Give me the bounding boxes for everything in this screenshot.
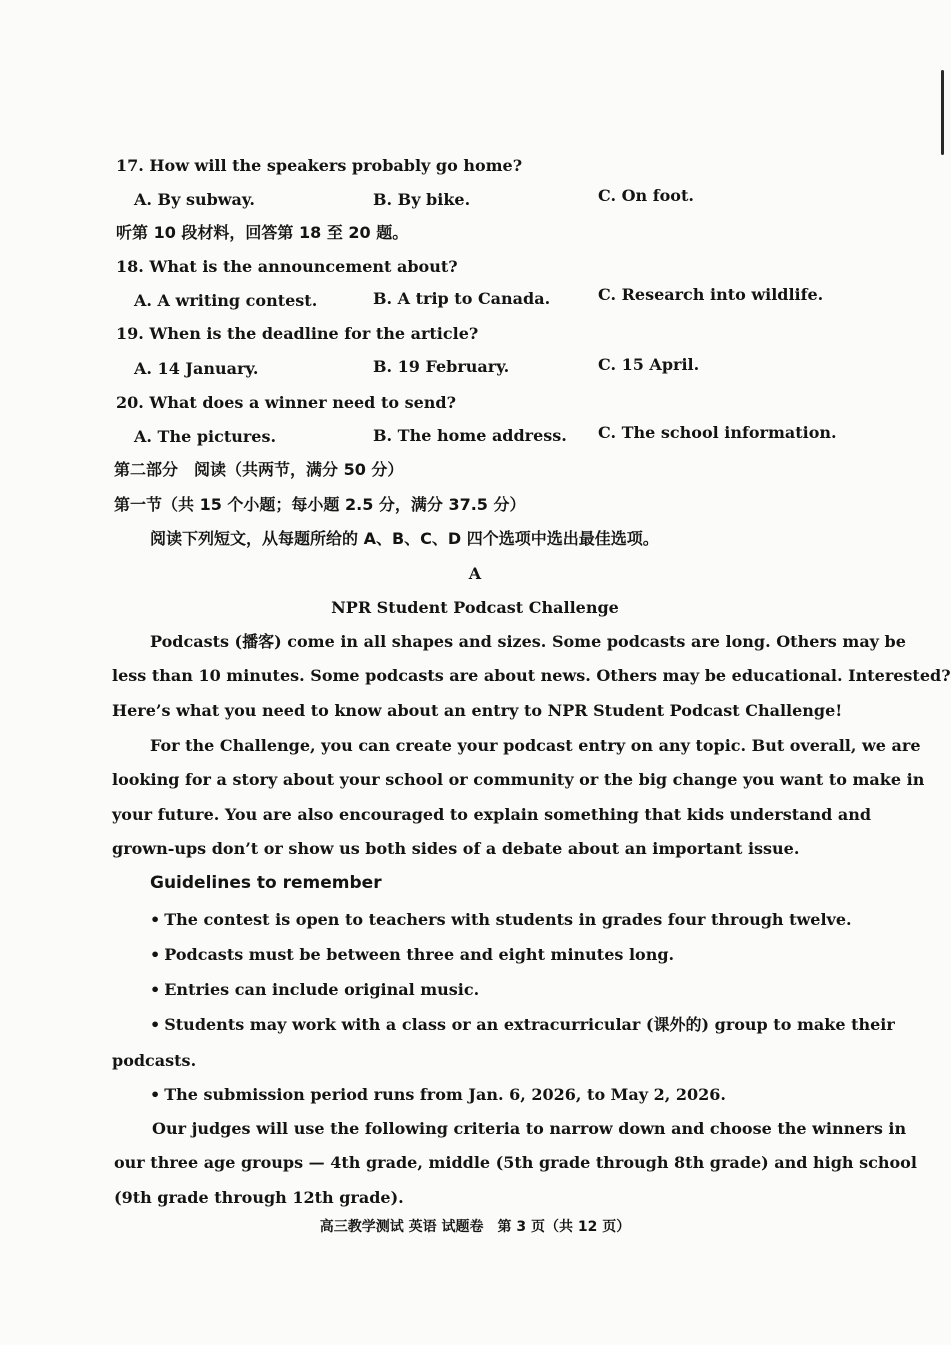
question-18-option-a: A. A writing contest. (134, 291, 318, 310)
listen-instruction: 听第 10 段材料，回答第 18 至 20 题。 (116, 223, 409, 242)
paragraph-3-line-1: Our judges will use the following criteria to narrow down and choose the winners in (152, 1119, 907, 1138)
guideline-item: • Students may work with a class or an extracurricular (课外的) group to make their (150, 1014, 842, 1036)
guideline-item: • Podcasts must be between three and eight minutes long. (150, 944, 674, 966)
question-19-option-c: C. 15 April. (598, 355, 700, 374)
paragraph-3-line-2: our three age groups — 4th grade, middle (5th grade through 8th grade) and high school (114, 1153, 917, 1172)
paragraph-2-line-1: For the Challenge, you can create your podcast entry on any topic. But overall, we are (150, 736, 921, 755)
question-20-option-c: C. The school information. (598, 423, 837, 442)
question-18-option-b: B. A trip to Canada. (373, 289, 551, 308)
guidelines-heading: Guidelines to remember (150, 873, 382, 893)
passage-title: NPR Student Podcast Challenge (331, 598, 619, 617)
question-20-stem: 20. What does a winner need to send? (116, 393, 456, 412)
passage-letter: A (468, 564, 482, 583)
question-19-stem: 19. When is the deadline for the article? (116, 324, 479, 343)
question-20-option-b: B. The home address. (373, 426, 567, 445)
paragraph-2-line-4: grown-ups don’t or show us both sides of a debate about an important issue. (112, 839, 800, 858)
question-18-option-c: C. Research into wildlife. (598, 285, 824, 304)
question-19-option-b: B. 19 February. (373, 357, 510, 376)
guideline-item: • The submission period runs from Jan. 6, 2026, to May 2, 2026. (150, 1084, 726, 1106)
scan-edge-mark (941, 70, 944, 155)
question-18-stem: 18. What is the announcement about? (116, 257, 458, 276)
section-one-title: 第一节（共 15 个小题；每小题 2.5 分，满分 37.5 分） (114, 495, 526, 514)
paragraph-1-line-1: Podcasts (播客) come in all shapes and sizes. Some podcasts are long. Others may be (150, 632, 906, 651)
question-17-stem: 17. How will the speakers probably go home? (116, 156, 523, 175)
paragraph-1-line-3: Here’s what you need to know about an entry to NPR Student Podcast Challenge! (112, 701, 843, 720)
question-17-option-b: B. By bike. (373, 190, 471, 209)
question-20-option-a: A. The pictures. (134, 427, 277, 446)
paragraph-3-line-3: (9th grade through 12th grade). (114, 1188, 404, 1207)
part-two-title: 第二部分 阅读（共两节，满分 50 分） (114, 460, 404, 479)
paragraph-2-line-2: looking for a story about your school or community or the big change you want to make in (112, 770, 925, 789)
guideline-item-continuation: podcasts. (112, 1051, 197, 1070)
reading-instruction: 阅读下列短文，从每题所给的 A、B、C、D 四个选项中选出最佳选项。 (150, 529, 659, 548)
guideline-item: • The contest is open to teachers with students in grades four through twelve. (150, 909, 852, 931)
paragraph-1-line-2: less than 10 minutes. Some podcasts are about news. Others may be educational. Interested? (112, 666, 951, 685)
question-17-option-a: A. By subway. (134, 190, 255, 209)
question-17-option-c: C. On foot. (598, 186, 694, 205)
page-footer: 高三教学测试 英语 试题卷 第 3 页（共 12 页） (319, 1219, 631, 1235)
guideline-item: • Entries can include original music. (150, 979, 479, 1001)
paragraph-2-line-3: your future. You are also encouraged to explain something that kids understand and (112, 805, 872, 824)
question-19-option-a: A. 14 January. (134, 359, 259, 378)
